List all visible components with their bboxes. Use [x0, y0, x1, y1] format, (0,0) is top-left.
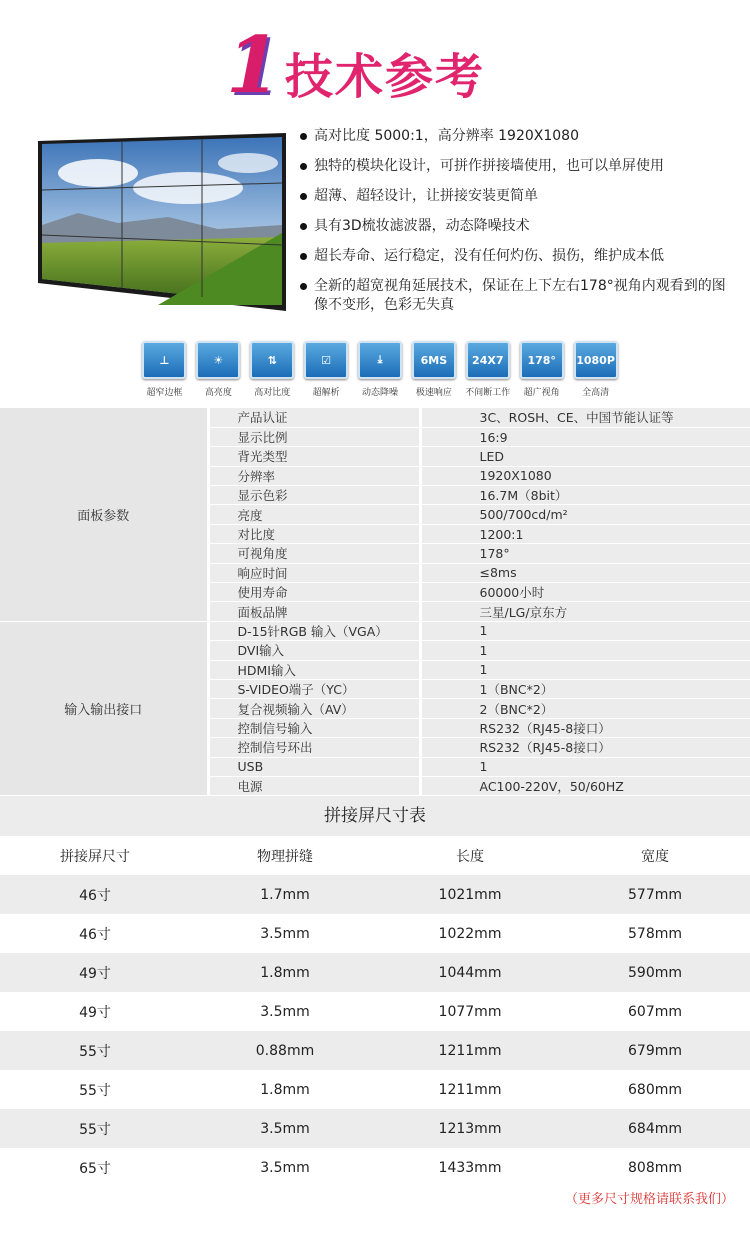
- title-text: 技术参考: [285, 49, 486, 105]
- table-row: [0, 1148, 750, 1187]
- spec-key: 显示比例: [208, 427, 420, 446]
- spec-value: 2（BNC*2）: [420, 699, 750, 718]
- feature-item: 超薄、超轻设计，让拼接安装更简单: [298, 187, 738, 206]
- feature-item: 全新的超宽视角延展技术，保证在上下左右178°视角内观看到的图像不变形，色彩无失真: [298, 277, 738, 315]
- icon-label: 高对比度: [254, 388, 291, 398]
- spec-value: 1: [420, 621, 750, 640]
- icon-label: 高亮度: [204, 388, 232, 398]
- panel-params-category: 面板参数: [0, 408, 208, 621]
- width-cell: 577mm: [560, 875, 750, 914]
- spec-key: 对比度: [208, 524, 420, 543]
- continuous-work-icon: 24X7: [466, 341, 510, 379]
- column-header: 宽度: [641, 848, 669, 865]
- table-row: [0, 914, 750, 953]
- column-header: 长度: [456, 848, 484, 865]
- spec-key: 控制信号环出: [208, 738, 420, 757]
- seam-cell: 3.5mm: [260, 1003, 310, 1020]
- table-row: [0, 953, 750, 992]
- column-header: 拼接屏尺寸: [60, 848, 130, 865]
- size-table: [0, 836, 750, 1187]
- narrow-bezel-feature: [140, 341, 189, 399]
- seam-cell: 0.88mm: [190, 1031, 380, 1070]
- noise-reduction-icon: ⤓: [358, 341, 402, 379]
- table-header-row: [0, 836, 750, 875]
- spec-table: [0, 408, 750, 796]
- spec-value: 178°: [420, 544, 750, 563]
- resolution-icon: ☑: [304, 341, 348, 379]
- feature-item: 高对比度 5000:1，高分辨率 1920X1080: [298, 127, 738, 146]
- width-cell: 684mm: [560, 1109, 750, 1148]
- spec-key: 控制信号输入: [208, 718, 420, 737]
- seam-cell: 1.8mm: [260, 1081, 310, 1098]
- table-row: [0, 875, 750, 914]
- size-cell: 55寸: [0, 1109, 190, 1148]
- response-feature: [409, 341, 458, 399]
- width-cell: 679mm: [560, 1031, 750, 1070]
- seam-cell: 1.8mm: [190, 953, 380, 992]
- table-row: [0, 408, 750, 427]
- full-hd-icon: 1080P: [574, 341, 618, 379]
- icon-label: 超窄边框: [146, 388, 183, 398]
- contact-note: （更多尺寸规格请联系我们）: [564, 1192, 734, 1207]
- icon-label: 超解析: [312, 388, 340, 398]
- spec-key: 面板品牌: [208, 602, 420, 621]
- page-title: [0, 20, 750, 111]
- size-cell: 55寸: [0, 1031, 190, 1070]
- contrast-feature: [248, 341, 297, 399]
- spec-key: USB: [208, 757, 420, 776]
- feature-item: 独特的模块化设计，可拼作拼接墙使用，也可以单屏使用: [298, 157, 738, 176]
- icon-label: 全高清: [582, 388, 610, 398]
- icon-label: 不间断工作: [465, 388, 511, 398]
- spec-key: 背光类型: [208, 447, 420, 466]
- spec-value: ≤8ms: [420, 563, 750, 582]
- column-header: 物理拼缝: [257, 848, 313, 865]
- spec-value: 1: [420, 757, 750, 776]
- feature-icons: [140, 341, 620, 399]
- length-cell: 1211mm: [380, 1031, 560, 1070]
- size-cell: 65寸: [79, 1160, 111, 1177]
- table-row: [0, 621, 750, 640]
- size-cell: 55寸: [79, 1082, 111, 1099]
- spec-value: 500/700cd/m²: [420, 505, 750, 524]
- spec-key: 产品认证: [208, 408, 420, 427]
- size-cell: 49寸: [0, 953, 190, 992]
- icon-label: 极速响应: [415, 388, 452, 398]
- spec-key: 显示色彩: [208, 486, 420, 505]
- length-cell: 1044mm: [380, 953, 560, 992]
- length-cell: 1213mm: [380, 1109, 560, 1148]
- video-wall-image: [38, 133, 286, 311]
- spec-value: 3C、ROSH、CE、中国节能认证等: [420, 408, 750, 427]
- length-cell: 1077mm: [438, 1003, 502, 1020]
- brightness-icon: ☀: [196, 341, 240, 379]
- spec-value: 1（BNC*2）: [420, 679, 750, 698]
- spec-value: LED: [420, 447, 750, 466]
- spec-value: 三星/LG/京东方: [420, 602, 750, 621]
- spec-key: 响应时间: [208, 563, 420, 582]
- spec-value: RS232（RJ45-8接口）: [420, 738, 750, 757]
- spec-value: 1920X1080: [420, 466, 750, 485]
- wide-angle-icon: 178°: [520, 341, 564, 379]
- spec-value: 16.7M（8bit）: [420, 486, 750, 505]
- width-cell: 680mm: [628, 1081, 682, 1098]
- length-cell: 1211mm: [438, 1081, 502, 1098]
- spec-key: 电源: [208, 776, 420, 795]
- feature-item: 具有3D梳妆滤波器，动态降噪技术: [298, 217, 738, 236]
- continuous-work-feature: [463, 341, 512, 399]
- spec-value: 60000小时: [420, 583, 750, 602]
- response-icon: 6MS: [412, 341, 456, 379]
- spec-value: 1200:1: [420, 524, 750, 543]
- seam-cell: 1.7mm: [190, 875, 380, 914]
- table-row: [0, 1031, 750, 1070]
- seam-cell: 3.5mm: [260, 925, 310, 942]
- spec-value: 1: [420, 641, 750, 660]
- table-row: [0, 992, 750, 1031]
- size-cell: 46寸: [79, 926, 111, 943]
- brightness-feature: [194, 341, 243, 399]
- narrow-bezel-icon: ⊥: [142, 341, 186, 379]
- seam-cell: 3.5mm: [260, 1159, 310, 1176]
- spec-key: DVI输入: [208, 641, 420, 660]
- noise-reduction-feature: [356, 341, 405, 399]
- seam-cell: 3.5mm: [190, 1109, 380, 1148]
- width-cell: 578mm: [628, 925, 682, 942]
- title-number: 1: [226, 20, 281, 111]
- io-category: 输入输出接口: [0, 621, 208, 796]
- length-cell: 1021mm: [380, 875, 560, 914]
- feature-item: 超长寿命、运行稳定，没有任何灼伤、损伤，维护成本低: [298, 247, 738, 266]
- spec-key: 亮度: [208, 505, 420, 524]
- size-cell: 46寸: [0, 875, 190, 914]
- icon-label: 超广视角: [523, 388, 560, 398]
- spec-value: RS232（RJ45-8接口）: [420, 718, 750, 737]
- icon-label: 动态降噪: [362, 388, 399, 398]
- length-cell: 1022mm: [438, 925, 502, 942]
- spec-value: 16:9: [420, 427, 750, 446]
- wide-angle-feature: [517, 341, 566, 399]
- spec-key: 可视角度: [208, 544, 420, 563]
- table-row: [0, 1070, 750, 1109]
- length-cell: 1433mm: [438, 1159, 502, 1176]
- size-cell: 49寸: [79, 1004, 111, 1021]
- contrast-icon: ⇅: [250, 341, 294, 379]
- spec-key: 分辨率: [208, 466, 420, 485]
- spec-key: D-15针RGB 输入（VGA）: [208, 621, 420, 640]
- width-cell: 590mm: [560, 953, 750, 992]
- full-hd-feature: [571, 341, 620, 399]
- spec-key: 复合视频输入（AV）: [208, 699, 420, 718]
- spec-key: S-VIDEO端子（YC）: [208, 679, 420, 698]
- size-table-title: 拼接屏尺寸表: [0, 796, 750, 836]
- width-cell: 808mm: [628, 1159, 682, 1176]
- table-row: [0, 1109, 750, 1148]
- spec-key: 使用寿命: [208, 583, 420, 602]
- spec-value: 1: [420, 660, 750, 679]
- spec-key: HDMI输入: [208, 660, 420, 679]
- feature-list: [298, 127, 738, 326]
- resolution-feature: [302, 341, 351, 399]
- width-cell: 607mm: [628, 1003, 682, 1020]
- spec-value: AC100-220V，50/60HZ: [420, 776, 750, 795]
